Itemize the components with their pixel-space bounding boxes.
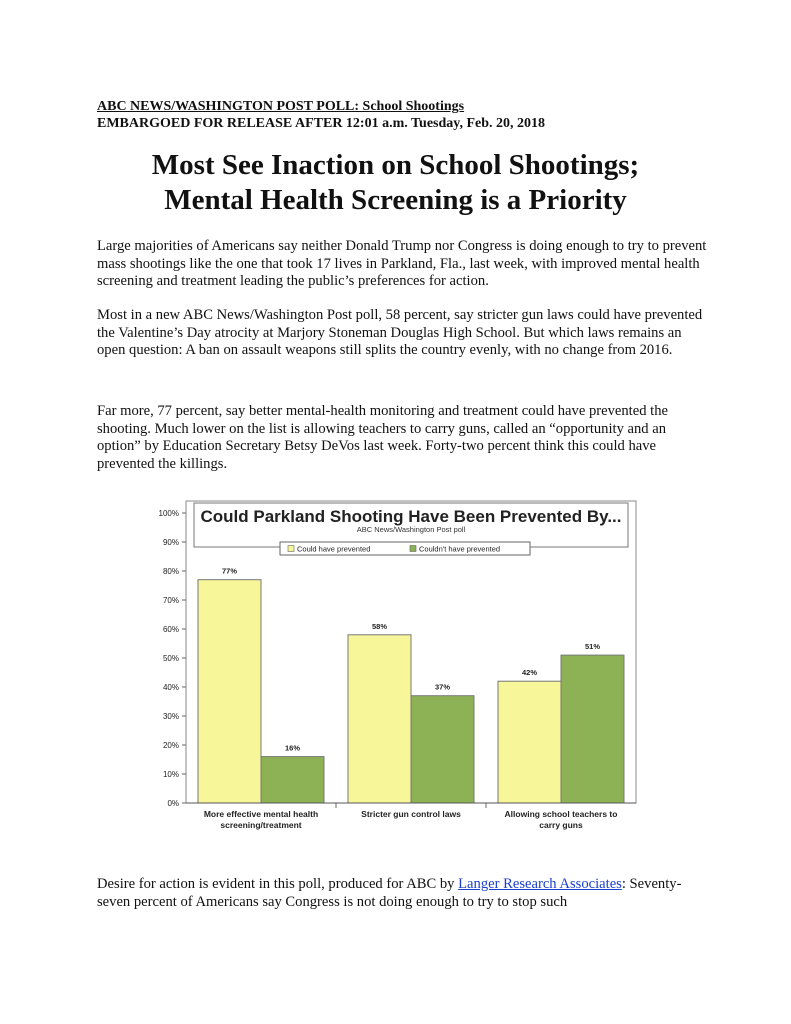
headline-line-2: Mental Health Screening is a Priority <box>164 184 627 216</box>
bar-chart <box>148 499 648 839</box>
x-category-label: carry guns <box>539 820 583 830</box>
paragraph-3: Far more, 77 percent, say better mental-health monitoring and treatment could have prevented the shooting. Much lower on the list is allowing teachers to carry guns, called an “opportunity and an option” by Education Secretary Betsy DeVos last week. Forty-two percent think this could have prevented the killings. <box>97 403 668 472</box>
paragraph-1: Large majorities of Americans say neither Donald Trump nor Congress is doing enough to try to prevent mass shootings like the one that took 17 lives in Parkland, Fla., last week, with improved mental health screening and treatment leading the public’s preferences for action. <box>97 238 707 290</box>
headline-line-1: Most See Inaction on School Shootings; <box>151 149 640 181</box>
bar <box>498 681 561 803</box>
headline <box>60 148 731 218</box>
bar <box>411 696 474 803</box>
data-label: 77% <box>221 566 238 576</box>
y-tick-label: 70% <box>162 596 179 605</box>
chart-title: Could Parkland Shooting Have Been Prevented By... <box>200 507 622 526</box>
bar <box>561 655 624 803</box>
x-category-label: More effective mental health <box>203 809 319 819</box>
bar <box>261 757 324 803</box>
y-tick-label: 10% <box>162 770 179 779</box>
y-tick-label: 20% <box>162 741 179 750</box>
y-tick-label: 40% <box>162 683 179 692</box>
y-tick-label: 90% <box>162 538 179 547</box>
bar <box>348 635 411 803</box>
paragraph-4 <box>97 876 707 911</box>
paragraph-2: Most in a new ABC News/Washington Post poll, 58 percent, say stricter gun laws could have prevented the Valentine’s Day atrocity at Marjory Stoneman Douglas High School. But which laws remains an open question: A ban on assault weapons still splits the country evenly, with no change from 2016. <box>97 307 703 359</box>
x-category-label: Allowing school teachers to <box>504 809 618 819</box>
poll-chart <box>148 499 648 839</box>
y-tick-label: 80% <box>162 567 179 576</box>
langer-research-link[interactable]: Langer Research Associates <box>458 876 622 892</box>
paragraph-4-text-after: : Seventy-seven percent of Americans say Congress is not doing enough to try to stop such <box>97 876 682 910</box>
chart-subtitle: ABC News/Washington Post poll <box>356 525 466 534</box>
data-label: 51% <box>584 642 601 652</box>
legend-label: Could have prevented <box>297 544 371 554</box>
x-category-label: screening/treatment <box>220 820 302 830</box>
legend-swatch <box>410 546 416 552</box>
bar <box>198 580 261 803</box>
poll-kicker: ABC NEWS/WASHINGTON POST POLL: School Shootings <box>97 99 465 114</box>
paragraph-4-text-before: Desire for action is evident in this poll, produced for ABC by <box>97 876 459 892</box>
legend-label: Couldn't have prevented <box>419 544 501 554</box>
data-label: 42% <box>521 668 538 678</box>
embargo-line: EMBARGOED FOR RELEASE AFTER 12:01 a.m. Tuesday, Feb. 20, 2018 <box>97 116 546 131</box>
data-label: 37% <box>434 682 451 692</box>
data-label: 58% <box>371 621 388 631</box>
y-tick-label: 100% <box>158 509 179 518</box>
x-category-label: Stricter gun control laws <box>361 809 461 819</box>
data-label: 16% <box>284 743 301 753</box>
y-tick-label: 60% <box>162 625 179 634</box>
y-tick-label: 30% <box>162 712 179 721</box>
y-tick-label: 50% <box>162 654 179 663</box>
y-tick-label: 0% <box>167 799 179 808</box>
legend-swatch <box>288 546 294 552</box>
